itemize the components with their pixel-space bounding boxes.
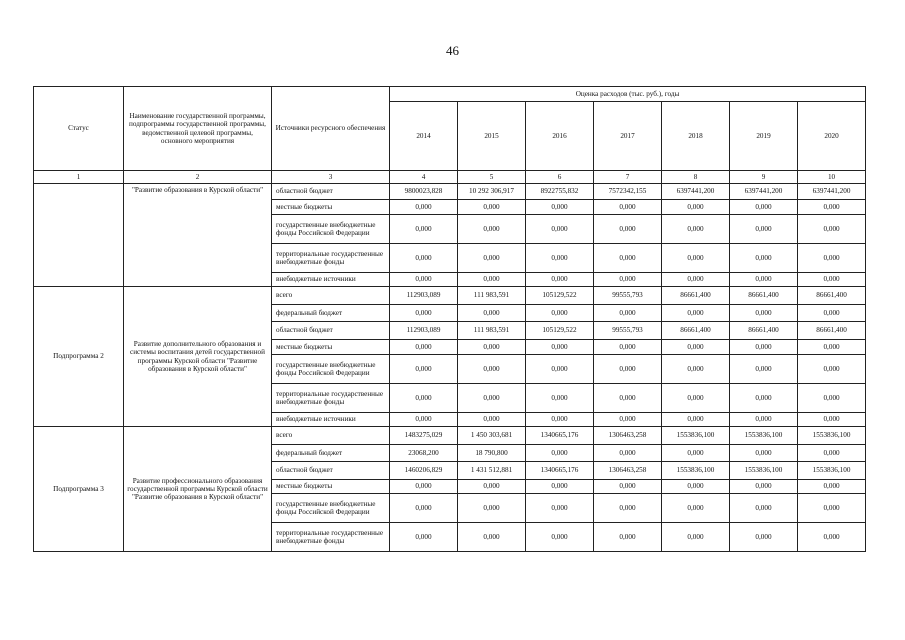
value-cell: 0,000: [390, 523, 458, 552]
value-cell: 0,000: [730, 200, 798, 215]
value-cell: 0,000: [594, 355, 662, 384]
source-cell: всего: [272, 427, 390, 445]
value-cell: 99555,793: [594, 287, 662, 305]
value-cell: 0,000: [662, 244, 730, 273]
value-cell: 0,000: [798, 340, 866, 355]
value-cell: 0,000: [662, 480, 730, 494]
source-cell: государственные внебюджетные фонды Российской Федерации: [272, 355, 390, 384]
value-cell: 0,000: [662, 355, 730, 384]
value-cell: 0,000: [526, 480, 594, 494]
value-cell: 0,000: [798, 273, 866, 287]
value-cell: 0,000: [730, 384, 798, 413]
table-row: [34, 427, 866, 445]
status-header: Статус: [34, 87, 124, 171]
source-cell: областной бюджет: [272, 322, 390, 340]
value-cell: 0,000: [594, 480, 662, 494]
value-cell: 86661,400: [730, 322, 798, 340]
table-row: [34, 184, 866, 200]
value-cell: 0,000: [594, 494, 662, 523]
value-cell: 105129,522: [526, 322, 594, 340]
status-cell: [34, 184, 124, 287]
source-cell: местные бюджеты: [272, 340, 390, 355]
value-cell: 0,000: [730, 340, 798, 355]
value-cell: 8922755,832: [526, 184, 594, 200]
column-number: 3: [272, 171, 390, 184]
value-cell: 0,000: [458, 215, 526, 244]
program-name-cell: Развитие дополнительного образования и системы воспитания детей государственной программы Курской области "Развитие образования в Курской области": [124, 287, 272, 427]
value-cell: 86661,400: [662, 322, 730, 340]
year-header: 2015: [458, 102, 526, 171]
value-cell: 1306463,258: [594, 427, 662, 445]
value-cell: 0,000: [798, 355, 866, 384]
value-cell: 0,000: [594, 215, 662, 244]
value-cell: 1553836,100: [798, 427, 866, 445]
value-cell: 0,000: [594, 273, 662, 287]
value-cell: 0,000: [594, 384, 662, 413]
value-cell: 0,000: [594, 445, 662, 462]
value-cell: 0,000: [390, 305, 458, 322]
column-number: 6: [526, 171, 594, 184]
value-cell: 0,000: [730, 215, 798, 244]
value-cell: 111 983,591: [458, 287, 526, 305]
value-cell: 1306463,258: [594, 462, 662, 480]
value-cell: 0,000: [458, 305, 526, 322]
value-cell: 112903,089: [390, 322, 458, 340]
value-cell: 0,000: [662, 273, 730, 287]
value-cell: 0,000: [662, 384, 730, 413]
value-cell: 0,000: [526, 494, 594, 523]
value-cell: 1460206,829: [390, 462, 458, 480]
value-cell: 86661,400: [662, 287, 730, 305]
value-cell: 1553836,100: [730, 462, 798, 480]
page-number: 46: [446, 43, 459, 58]
column-numbers-row: [34, 171, 866, 184]
column-number: 7: [594, 171, 662, 184]
value-cell: 0,000: [526, 384, 594, 413]
value-cell: 0,000: [526, 244, 594, 273]
value-cell: 0,000: [662, 445, 730, 462]
value-cell: 0,000: [594, 200, 662, 215]
year-header: 2016: [526, 102, 594, 171]
source-cell: федеральный бюджет: [272, 445, 390, 462]
value-cell: 86661,400: [798, 287, 866, 305]
value-cell: 0,000: [798, 215, 866, 244]
value-cell: 0,000: [798, 200, 866, 215]
value-cell: 6397441,200: [730, 184, 798, 200]
year-header: 2018: [662, 102, 730, 171]
source-cell: внебюджетные источники: [272, 413, 390, 427]
source-cell: территориальные государственные внебюджетные фонды: [272, 384, 390, 413]
value-cell: 0,000: [390, 340, 458, 355]
value-cell: 0,000: [458, 523, 526, 552]
value-cell: 0,000: [798, 244, 866, 273]
program-name-cell: Развитие профессионального образования государственной программы Курской области "Развитие образования в Курской области": [124, 427, 272, 552]
status-cell: Подпрограмма 3: [34, 427, 124, 552]
source-cell: территориальные государственные внебюджетные фонды: [272, 244, 390, 273]
budget-table: [33, 86, 866, 552]
program-name-cell: "Развитие образования в Курской области": [124, 184, 272, 287]
value-cell: 86661,400: [798, 322, 866, 340]
value-cell: 0,000: [662, 340, 730, 355]
value-cell: 0,000: [390, 480, 458, 494]
value-cell: 0,000: [662, 215, 730, 244]
value-cell: 1553836,100: [798, 462, 866, 480]
value-cell: 0,000: [594, 523, 662, 552]
value-cell: 7572342,155: [594, 184, 662, 200]
value-cell: 0,000: [458, 480, 526, 494]
source-cell: местные бюджеты: [272, 480, 390, 494]
value-cell: 0,000: [458, 200, 526, 215]
value-cell: 0,000: [390, 200, 458, 215]
value-cell: 1340665,176: [526, 427, 594, 445]
source-cell: всего: [272, 287, 390, 305]
column-number: 4: [390, 171, 458, 184]
value-cell: 23068,200: [390, 445, 458, 462]
value-cell: 0,000: [798, 480, 866, 494]
value-cell: 0,000: [390, 413, 458, 427]
value-cell: 0,000: [390, 273, 458, 287]
column-number: 9: [730, 171, 798, 184]
table-body: [34, 184, 866, 552]
value-cell: 0,000: [526, 523, 594, 552]
year-header: 2019: [730, 102, 798, 171]
value-cell: 0,000: [594, 340, 662, 355]
value-cell: 0,000: [526, 355, 594, 384]
value-cell: 0,000: [730, 480, 798, 494]
year-header: 2014: [390, 102, 458, 171]
value-cell: 0,000: [798, 384, 866, 413]
program-name-header: Наименование государственной программы, подпрограммы государственной программы, ведомственной целевой программы, основного мероприятия: [124, 87, 272, 171]
value-cell: 0,000: [730, 413, 798, 427]
value-cell: 1 431 512,881: [458, 462, 526, 480]
value-cell: 1553836,100: [730, 427, 798, 445]
column-number: 8: [662, 171, 730, 184]
value-cell: 0,000: [730, 494, 798, 523]
value-cell: 0,000: [798, 305, 866, 322]
value-cell: 0,000: [798, 494, 866, 523]
source-cell: территориальные государственные внебюджетные фонды: [272, 523, 390, 552]
table-row: [34, 287, 866, 305]
value-cell: 6397441,200: [662, 184, 730, 200]
value-cell: 0,000: [458, 413, 526, 427]
status-cell: Подпрограмма 2: [34, 287, 124, 427]
value-cell: 0,000: [458, 273, 526, 287]
estimate-header: Оценка расходов (тыс. руб.), годы: [390, 87, 866, 102]
value-cell: 0,000: [594, 305, 662, 322]
value-cell: 0,000: [390, 215, 458, 244]
value-cell: 0,000: [730, 445, 798, 462]
value-cell: 9800023,828: [390, 184, 458, 200]
value-cell: 0,000: [458, 384, 526, 413]
value-cell: 0,000: [458, 355, 526, 384]
value-cell: 0,000: [594, 244, 662, 273]
value-cell: 0,000: [662, 523, 730, 552]
value-cell: 6397441,200: [798, 184, 866, 200]
value-cell: 0,000: [526, 215, 594, 244]
column-number: 1: [34, 171, 124, 184]
source-cell: федеральный бюджет: [272, 305, 390, 322]
value-cell: 0,000: [730, 244, 798, 273]
value-cell: 1 450 303,681: [458, 427, 526, 445]
year-header: 2017: [594, 102, 662, 171]
value-cell: 111 983,591: [458, 322, 526, 340]
value-cell: 0,000: [526, 273, 594, 287]
value-cell: 0,000: [526, 340, 594, 355]
value-cell: 0,000: [662, 305, 730, 322]
value-cell: 1553836,100: [662, 427, 730, 445]
value-cell: 10 292 306,917: [458, 184, 526, 200]
source-cell: местные бюджеты: [272, 200, 390, 215]
value-cell: 112903,089: [390, 287, 458, 305]
value-cell: 0,000: [662, 413, 730, 427]
value-cell: 0,000: [662, 200, 730, 215]
source-cell: областной бюджет: [272, 184, 390, 200]
year-header: 2020: [798, 102, 866, 171]
value-cell: 0,000: [526, 305, 594, 322]
value-cell: 0,000: [390, 355, 458, 384]
value-cell: 0,000: [730, 523, 798, 552]
value-cell: 99555,793: [594, 322, 662, 340]
value-cell: 105129,522: [526, 287, 594, 305]
value-cell: 0,000: [526, 445, 594, 462]
value-cell: 0,000: [458, 494, 526, 523]
column-number: 5: [458, 171, 526, 184]
value-cell: 0,000: [798, 523, 866, 552]
source-cell: государственные внебюджетные фонды Российской Федерации: [272, 215, 390, 244]
source-cell: областной бюджет: [272, 462, 390, 480]
value-cell: 86661,400: [730, 287, 798, 305]
value-cell: 0,000: [390, 494, 458, 523]
value-cell: 0,000: [594, 413, 662, 427]
value-cell: 1553836,100: [662, 462, 730, 480]
column-number: 10: [798, 171, 866, 184]
value-cell: 18 790,800: [458, 445, 526, 462]
value-cell: 0,000: [798, 413, 866, 427]
value-cell: 0,000: [662, 494, 730, 523]
value-cell: 0,000: [730, 355, 798, 384]
value-cell: 0,000: [390, 244, 458, 273]
source-cell: государственные внебюджетные фонды Российской Федерации: [272, 494, 390, 523]
value-cell: 0,000: [730, 273, 798, 287]
value-cell: 0,000: [526, 200, 594, 215]
value-cell: 0,000: [730, 305, 798, 322]
value-cell: 1483275,029: [390, 427, 458, 445]
column-number: 2: [124, 171, 272, 184]
value-cell: 0,000: [798, 445, 866, 462]
value-cell: 1340665,176: [526, 462, 594, 480]
value-cell: 0,000: [458, 340, 526, 355]
sources-header: Источники ресурсного обеспечения: [272, 87, 390, 171]
source-cell: внебюджетные источники: [272, 273, 390, 287]
value-cell: 0,000: [526, 413, 594, 427]
value-cell: 0,000: [458, 244, 526, 273]
value-cell: 0,000: [390, 384, 458, 413]
